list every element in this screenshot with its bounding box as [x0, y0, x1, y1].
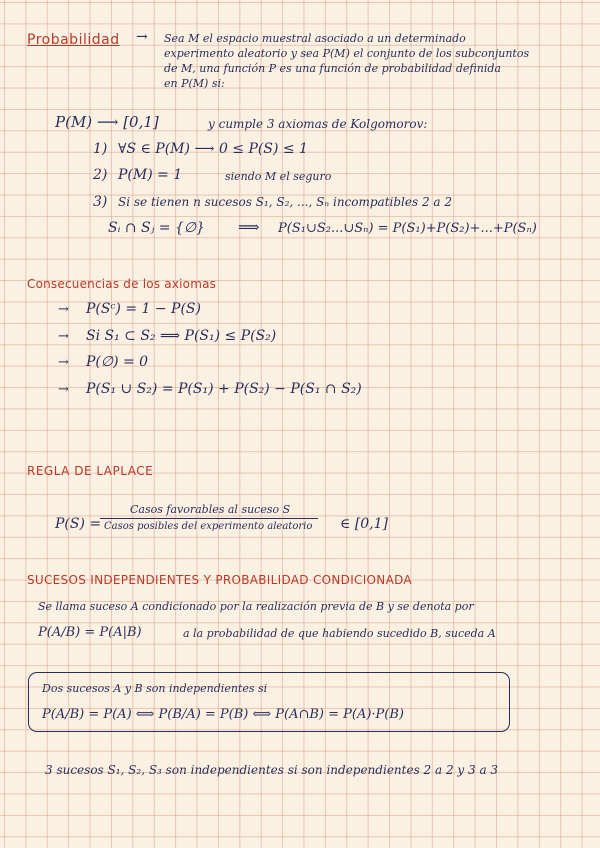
consequence-4: P(S₁ ∪ S₂) = P(S₁) + P(S₂) − P(S₁ ∩ S₂): [86, 381, 362, 397]
arrow-icon: →: [58, 382, 69, 397]
intro-line-1: Sea M el espacio muestral asociado a un determinado: [164, 32, 466, 45]
laplace-numerator: Casos favorables al suceso S: [130, 503, 291, 516]
arrow-icon: →: [58, 355, 69, 370]
axiom-2-note: siendo M el seguro: [225, 170, 332, 183]
arrow-icon: →: [58, 302, 69, 317]
fraction-bar: [100, 518, 318, 519]
axiom-3-formula-left: Sᵢ ∩ Sⱼ = {∅}: [108, 220, 205, 236]
axiom-3-formula-right: P(S₁∪S₂...∪Sₙ) = P(S₁)+P(S₂)+...+P(Sₙ): [278, 221, 537, 236]
consequence-2: Si S₁ ⊂ S₂ ⟹ P(S₁) ≤ P(S₂): [86, 328, 277, 344]
implies-icon: ⟹: [238, 218, 260, 236]
consequence-3: P(∅) = 0: [86, 354, 149, 370]
three-events-line: 3 sucesos S₁, S₂, S₃ son independientes si son independientes 2 a 2 y 3 a 3: [45, 763, 499, 777]
intro-line-4: en P(M) si:: [164, 77, 225, 90]
axiom-1-number: 1): [93, 141, 108, 157]
mapping-formula: P(M) ⟶ [0,1]: [55, 113, 159, 131]
arrow-icon: →: [58, 329, 69, 344]
consequence-1: P(Sᶜ) = 1 − P(S): [86, 301, 201, 317]
laplace-lhs: P(S) =: [55, 516, 102, 532]
consequences-heading: Consecuencias de los axiomas: [27, 277, 217, 291]
intro-line-3: de M, una función P es una función de probabilidad definida: [164, 62, 501, 75]
box-line-2: P(A/B) = P(A) ⟺ P(B/A) = P(B) ⟺ P(A∩B) = P(A)·P(B): [42, 707, 405, 722]
laplace-rhs: ∈ [0,1]: [340, 516, 389, 532]
intro-line-2: experimento aleatorio y sea P(M) el conjunto de los subconjuntos: [164, 47, 530, 60]
conditioned-definition: Se llama suceso A condicionado por la realización previa de B y se denota por: [38, 600, 474, 613]
axiom-3-number: 3): [93, 194, 108, 210]
laplace-heading: REGLA DE LAPLACE: [27, 464, 154, 478]
conditional-text: a la probabilidad de que habiendo sucedido B, suceda A: [183, 627, 496, 640]
independence-heading: SUCESOS INDEPENDIENTES Y PROBABILIDAD CONDICIONADA: [27, 573, 412, 587]
axiom-2: P(M) = 1: [118, 167, 183, 183]
axiom-3: Si se tienen n sucesos S₁, S₂, ..., Sₙ incompatibles 2 a 2: [118, 195, 453, 209]
independence-box: [28, 672, 510, 732]
conditional-formula: P(A/B) = P(A|B): [38, 625, 142, 640]
probabilidad-heading: Probabilidad: [27, 32, 120, 48]
axiom-2-number: 2): [93, 167, 108, 183]
axiom-1: ∀S ∈ P(M) ⟶ 0 ≤ P(S) ≤ 1: [118, 141, 308, 157]
box-line-1: Dos sucesos A y B son independientes si: [42, 682, 268, 695]
arrow-icon: →: [136, 29, 148, 45]
mapping-text: y cumple 3 axiomas de Kolgomorov:: [208, 117, 428, 131]
laplace-denominator: Casos posibles del experimento aleatorio: [104, 521, 313, 532]
